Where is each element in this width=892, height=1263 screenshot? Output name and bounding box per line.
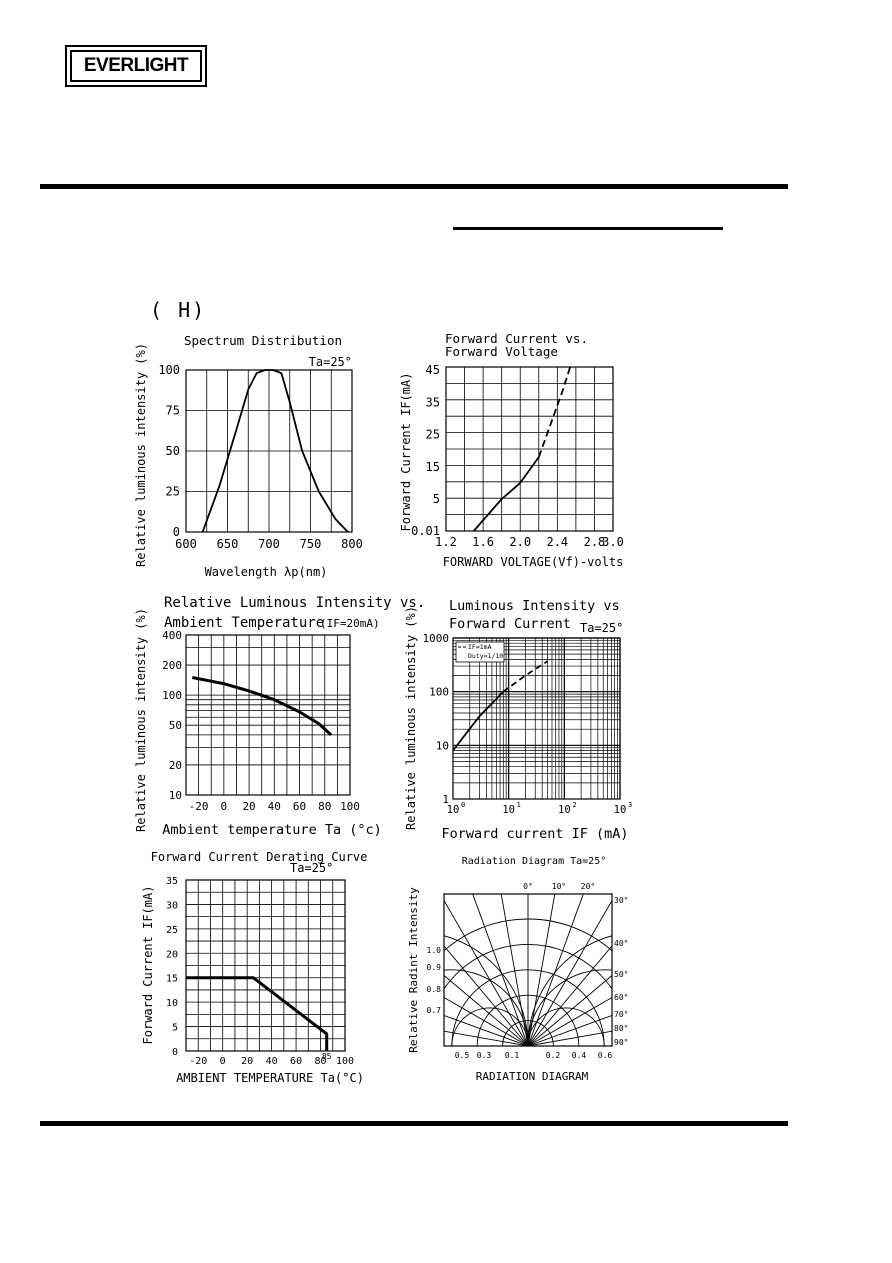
angle-label: 30° [614, 896, 629, 905]
angle-label: 20° [580, 882, 596, 891]
derating-curve-chart [141, 850, 367, 1085]
angle-label: 80° [614, 1024, 629, 1033]
section-label: ( H) [150, 298, 207, 322]
chart-title-line2: Forward Current [449, 616, 571, 632]
y-tick-label: 50 [168, 719, 182, 733]
y-tick-label: 45 [425, 363, 440, 377]
x-tick-label: 10 [558, 804, 571, 816]
bottom-scale-label: 0.5 [454, 1051, 470, 1060]
x-tick-label: 60 [290, 1056, 303, 1067]
y-axis-label: Forward Current IF(mA) [399, 372, 413, 532]
y-tick-label: 10 [168, 789, 182, 802]
x-tick-label: 700 [258, 537, 280, 551]
y-tick-label: 25 [165, 924, 178, 936]
x-tick-label: 750 [299, 537, 322, 551]
chart-title-line2: Ambient Temperature [164, 615, 325, 631]
y-tick-label: 35 [165, 876, 178, 887]
x-axis-label: AMBIENT TEMPERATURE Ta(°C) [176, 1071, 364, 1085]
y-axis-label: Relative luminous intensity (%) [134, 343, 148, 567]
y-tick-label: 20 [168, 758, 182, 772]
iv-curve-dashed [539, 364, 572, 458]
y-tick-label: 0 [172, 525, 180, 539]
bottom-scale-label: 0.1 [504, 1051, 520, 1060]
bottom-scale-label: 0.4 [571, 1051, 587, 1060]
x-tick-label: 100 [340, 800, 360, 813]
radiation-grid [265, 786, 788, 1173]
luminous-vs-temperature-chart [134, 595, 425, 838]
x-axis-label: RADIATION DIAGRAM [475, 1070, 589, 1083]
y-tick-label: 75 [165, 403, 180, 418]
angle-label: 90° [614, 1038, 629, 1047]
x-tick-label: 1.2 [435, 535, 457, 549]
intensity-label: 0.8 [426, 985, 441, 994]
y-tick-label: 200 [162, 659, 182, 673]
x-axis-label: FORWARD VOLTAGE(Vf)-volts [442, 555, 624, 569]
x-tick-label: 10 [502, 804, 515, 816]
y-tick-label: 1000 [422, 632, 449, 645]
x-tick-label: 10 [446, 804, 460, 816]
intensity-current-solid [453, 692, 503, 751]
y-tick-label: 25 [425, 427, 440, 442]
x-tick-label: -20 [189, 1056, 208, 1067]
x-tick-label: 100 [335, 1056, 355, 1067]
x-tick-label: 60 [292, 800, 307, 813]
y-tick-label: 25 [165, 484, 180, 499]
x-tick-label: 1.6 [472, 535, 494, 549]
logo-text: EVERLIGHT [70, 50, 202, 82]
x-tick-label: 20 [242, 800, 256, 813]
chart-condition: Ta=25° [290, 861, 334, 875]
y-tick-label: 15 [425, 459, 440, 474]
angle-label: 0° [523, 882, 533, 891]
angle-label: 40° [614, 939, 629, 948]
intensity-label: 0.7 [426, 1006, 441, 1015]
chart-condition: Ta=25° [580, 621, 624, 635]
y-tick-label: 15 [165, 973, 178, 985]
y-axis-label: Relative Radint Intensity [407, 887, 420, 1053]
x-tick-exponent: 1 [516, 801, 521, 809]
y-tick-label: 10 [165, 998, 178, 1010]
x-axis-label: Ambient temperature Ta (°c) [162, 822, 382, 838]
iv-curve-solid [474, 457, 539, 531]
forward-iv-chart [399, 331, 624, 569]
chart-title: Forward Current Derating Curve [150, 850, 368, 864]
angle-label: 60° [614, 993, 629, 1002]
bottom-scale-label: 0.6 [597, 1051, 613, 1060]
x-tick-exponent: 3 [628, 801, 633, 809]
plot-frame [186, 635, 350, 795]
luminous-vs-current-chart [404, 598, 632, 842]
bottom-scale-label: 0.2 [545, 1051, 561, 1060]
x-tick-label: 0 [220, 800, 228, 813]
x-tick-exponent: 2 [572, 801, 577, 809]
x-tick-label: 0 [219, 1056, 226, 1067]
y-tick-label: 100 [162, 689, 182, 703]
x-tick-label: 80 [318, 800, 332, 813]
x-axis-label: Forward current IF (mA) [441, 826, 629, 842]
y-tick-label: 1 [442, 793, 449, 806]
x-tick-label: 600 [175, 537, 197, 551]
intensity-label: 0.9 [426, 963, 441, 972]
bottom-scale-label: 0.3 [476, 1051, 492, 1060]
y-tick-label: 35 [425, 395, 440, 410]
y-tick-label: 20 [165, 949, 178, 961]
chart-title: Spectrum Distribution [183, 333, 343, 348]
y-tick-label: 0 [171, 1047, 178, 1058]
x-tick-label: 800 [341, 537, 363, 551]
x-tick-label: 2.8 [583, 535, 606, 549]
y-tick-label: 5 [171, 1022, 178, 1034]
chart-condition: (IF=20mA) [320, 617, 380, 630]
x-tick-label: 40 [265, 1056, 278, 1067]
angle-label: 50° [614, 970, 629, 979]
y-axis-label: Relative luminous intensity (%) [134, 608, 148, 832]
y-tick-label: 100 [429, 685, 449, 699]
y-tick-label: 0.01 [411, 524, 440, 538]
bottom-divider [40, 1121, 788, 1126]
y-tick-label: 100 [158, 363, 180, 377]
x-tick-label: -20 [188, 800, 209, 813]
legend-entry: Duty=1/10 [468, 652, 504, 660]
y-tick-label: 5 [432, 492, 440, 506]
x-tick-label: 20 [241, 1056, 254, 1067]
x-tick-exponent: 0 [461, 801, 466, 809]
radiation-diagram [265, 786, 788, 1173]
y-tick-label: 400 [162, 629, 182, 642]
x-tick-label: 2.0 [509, 535, 532, 549]
x-tick-label: 3.0 [602, 535, 624, 549]
chart-title: Relative Luminous Intensity vs. [164, 595, 426, 611]
x-axis-label: Wavelength λp(nm) [204, 565, 328, 579]
spectrum-chart [134, 333, 363, 579]
angle-label: 10° [551, 882, 567, 891]
x-tick-label: 80 [314, 1056, 327, 1067]
x-tick-label: 2.4 [546, 535, 569, 549]
chart-title: Forward Current vs. [445, 331, 588, 346]
y-axis-label: Forward Current IF(mA) [141, 885, 155, 1045]
y-tick-label: 50 [165, 444, 180, 458]
end-temperature-label: 85 [321, 1052, 332, 1061]
angle-ray [528, 916, 753, 1046]
x-tick-label: 650 [216, 537, 239, 551]
x-tick-label: 10 [613, 804, 627, 816]
y-tick-label: 10 [435, 739, 449, 753]
y-axis-label: Relative luminous intensity (%) [404, 606, 418, 830]
y-tick-label: 30 [165, 900, 178, 912]
chart-title: Radiation Diagram Ta=25° [461, 856, 607, 867]
legend-entry: IF=1mA [468, 643, 492, 651]
chart-condition: Ta=25° [308, 355, 352, 369]
angle-label: 70° [614, 1010, 629, 1019]
chart-title-line2: Forward Voltage [445, 344, 558, 359]
intensity-label: 1.0 [426, 946, 441, 955]
chart-title: Luminous Intensity vs [449, 598, 620, 614]
x-tick-label: 40 [267, 800, 281, 813]
angle-ray [528, 957, 772, 1046]
